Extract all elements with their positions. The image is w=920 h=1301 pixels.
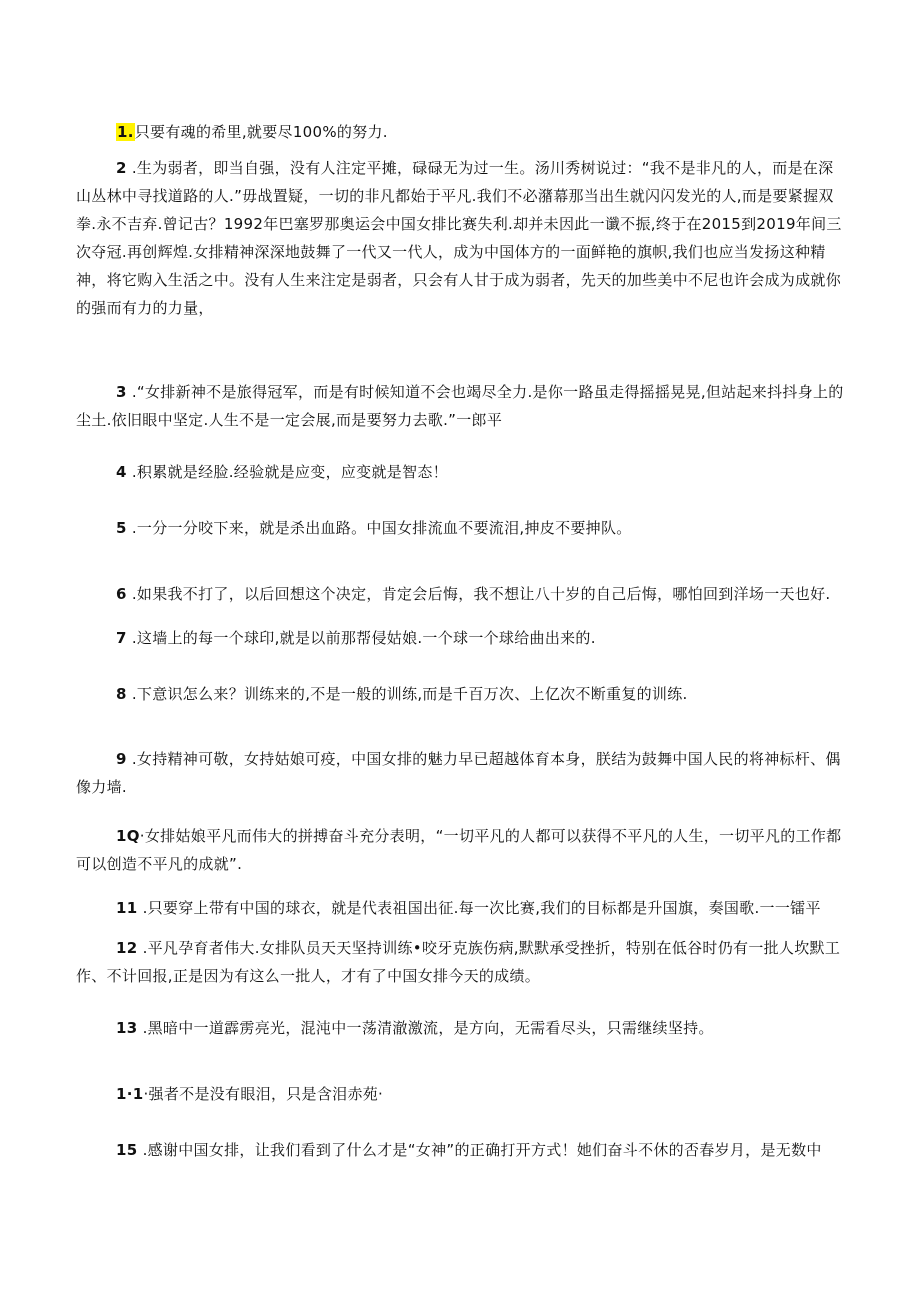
- item-text: .积累就是经脸.经验就是应变，应变就是智态！: [131, 463, 448, 481]
- item-number-highlighted: 1.: [117, 123, 134, 141]
- list-item-7: [76, 624, 846, 652]
- list-item-2: [76, 154, 846, 322]
- item-number: 3: [116, 383, 127, 401]
- list-item-3: [76, 378, 846, 434]
- item-text: 只要有魂的希里,就要尽100%的努力.: [134, 123, 388, 141]
- item-number: 1·1: [116, 1085, 144, 1103]
- item-number: 7: [116, 629, 127, 647]
- item-text: .女持精神可敬，女持姑娘可疫，中国女排的魅力早已超越体育本身，朕结为鼓舞中国人民的将神标杆、偶像力墙.: [76, 750, 841, 796]
- list-item-10: [76, 822, 846, 878]
- list-item-6: [76, 580, 846, 608]
- list-item-11: [76, 894, 846, 922]
- list-item-1: [76, 118, 846, 146]
- item-number: 5: [116, 519, 127, 537]
- item-number: 11: [116, 899, 138, 917]
- item-text: .生为弱者，即当自强，没有人注定平摊，碌碌无为过一生。汤川秀树说过：“我不是非凡的人，而是在深山丛林中寻找道路的人.”毋战置疑，一切的非凡都始于平凡.我们不必潴幕那当出生就闪闪发光的人,而是要紧握双拳.永不吉弃.曾记古？1992年巴塞罗那奥运会中国女排比赛失利.却并未因此一谶不振,终于在2015到2019年间三次夺冠.再创辉煌.女排精神深深地鼓舞了一代又一代人，成为中国体方的一面鲜艳的旗帜,我们也应当发扬这种精神，将它购入生活之中。没有人生来注定是弱者，只会有人甘于成为弱者，先天的加些美中不尼也许会成为成就你的强而有力的力量，: [76, 159, 842, 317]
- item-text: ·强者不是没有眼泪，只是含泪赤苑·: [143, 1085, 384, 1103]
- item-number: 9: [116, 750, 127, 768]
- item-number: 12: [116, 939, 138, 957]
- list-item-15: [76, 1136, 846, 1164]
- item-text: .黑暗中一道霹雳亮光，混沌中一荡清澈激流，是方向，无需看尽头，只需继续坚持。: [142, 1019, 714, 1037]
- item-text: ·女排姑娘平凡而伟大的拼搏奋斗充分表明，“一切平凡的人都可以获得不平凡的人生，一切平凡的工作都可以创造不平凡的成就”.: [76, 827, 842, 873]
- item-text: .感谢中国女排，让我们看到了什么才是“女神”的正确打开方式！她们奋斗不休的否春岁月，是无数中: [142, 1141, 822, 1159]
- item-text: .只要穿上带有中国的球衣，就是代表祖国出征.每一次比赛,我们的目标都是升国旗，奏国歌.一一镭平: [142, 899, 821, 917]
- item-number: 8: [116, 685, 127, 703]
- item-text: .如果我不打了，以后回想这个决定，肯定会后悔，我不想让八十岁的自己后悔，哪怕回到洋场一天也好.: [131, 585, 831, 603]
- item-number: 6: [116, 585, 127, 603]
- list-item-4: [76, 458, 846, 486]
- item-number: 2: [116, 159, 127, 177]
- list-item-13: [76, 1014, 846, 1042]
- list-item-5: [76, 514, 846, 542]
- item-number: 1Q: [116, 827, 140, 845]
- list-item-12: [76, 934, 846, 990]
- item-number: 13: [116, 1019, 138, 1037]
- item-text: .“女排新神不是旅得冠军，而是有时候知道不会也竭尽全力.是你一路虽走得摇摇晃晃,但站起来抖抖身上的尘土.依旧眼中坚定.人生不是一定会展,而是要努力去歌.”一郎平: [76, 383, 844, 429]
- item-number: 15: [116, 1141, 138, 1159]
- list-item-9: [76, 745, 846, 801]
- list-item-14: [76, 1080, 846, 1108]
- item-text: .平凡孕育者伟大.女排队员天天坚持训练•咬牙克族伤病,默默承受挫折，特别在低谷时仍有一批人坎默工作、不计回报,正是因为有这么一批人，才有了中国女排今天的成绩。: [76, 939, 841, 985]
- list-item-8: [76, 680, 846, 708]
- item-text: .下意识怎么来？训练来的,不是一般的训练,而是千百万次、上亿次不断重复的训练.: [131, 685, 688, 703]
- item-text: .这墙上的每一个球印,就是以前那帮侵姑娘.一个球一个球给曲出来的.: [131, 629, 596, 647]
- item-number: 4: [116, 463, 127, 481]
- item-text: .一分一分咬下来，就是杀出血路。中国女排流血不要流泪,抻皮不要抻队。: [131, 519, 632, 537]
